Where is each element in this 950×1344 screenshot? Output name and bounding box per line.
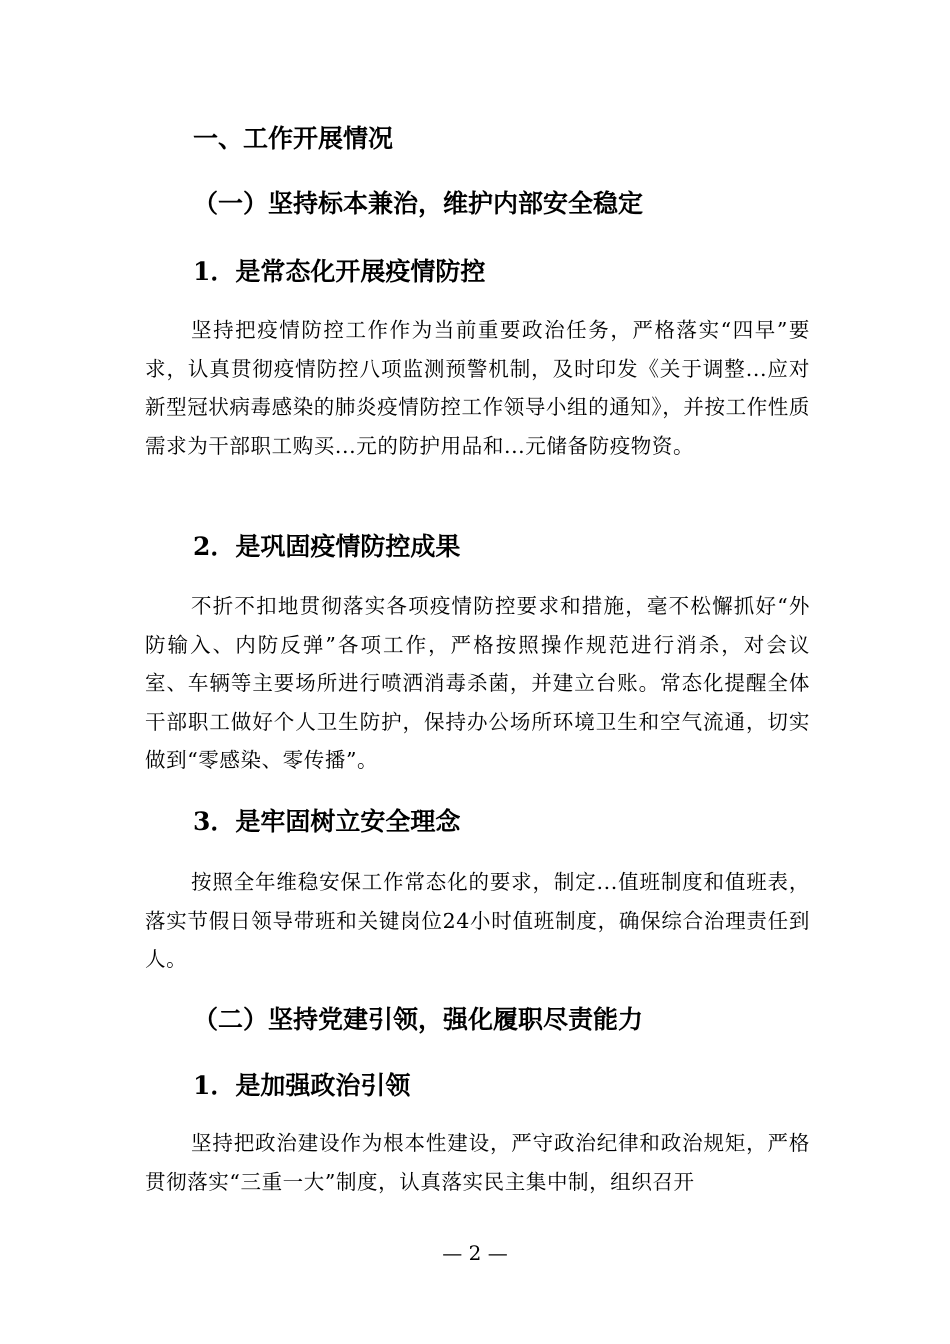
section-1-title: （一）坚持标本兼治，维护内部安全稳定 <box>193 189 644 218</box>
item-1-2-title: 2．是巩固疫情防控成果 <box>193 532 461 561</box>
heading-work-progress: 一、工作开展情况 <box>193 124 394 153</box>
page-number: — 2 — <box>442 1241 508 1265</box>
item-2-1-title: 1．是加强政治引领 <box>193 1071 411 1100</box>
section-2-title: （二）坚持党建引领，强化履职尽责能力 <box>193 1005 644 1034</box>
item-2-1-body: 坚持把政治建设作为根本性建设，严守政治纪律和政治规矩，严格贯彻落实“三重一大”制度，认真落实民主集中制，组织召开 <box>145 1131 810 1194</box>
item-1-3-body: 按照全年维稳安保工作常态化的要求，制定...值班制度和值班表，落实节假日领导带班和关键岗位24小时值班制度，确保综合治理责任到人。 <box>145 870 810 971</box>
item-1-1-body: 坚持把疫情防控工作作为当前重要政治任务，严格落实“四早”要求，认真贯彻疫情防控八项监测预警机制，及时印发《关于调整...应对新型冠状病毒感染的肺炎疫情防控工作领导小组的通知》，并按工作性质需求为干部职工购买...元的防护用品和...元储备防疫物资。 <box>145 318 810 458</box>
item-1-2-body: 不折不扣地贯彻落实各项疫情防控要求和措施，毫不松懈抓好“外防输入、内防反弹”各项工作，严格按照操作规范进行消杀，对会议室、车辆等主要场所进行喷洒消毒杀菌，并建立台账。常态化提醒全体干部职工做好个人卫生防护，保持办公场所环境卫生和空气流通，切实做到“零感染、零传播”。 <box>145 594 810 772</box>
item-1-3-title: 3．是牢固树立安全理念 <box>193 807 461 836</box>
item-1-1-title: 1．是常态化开展疫情防控 <box>193 257 486 286</box>
